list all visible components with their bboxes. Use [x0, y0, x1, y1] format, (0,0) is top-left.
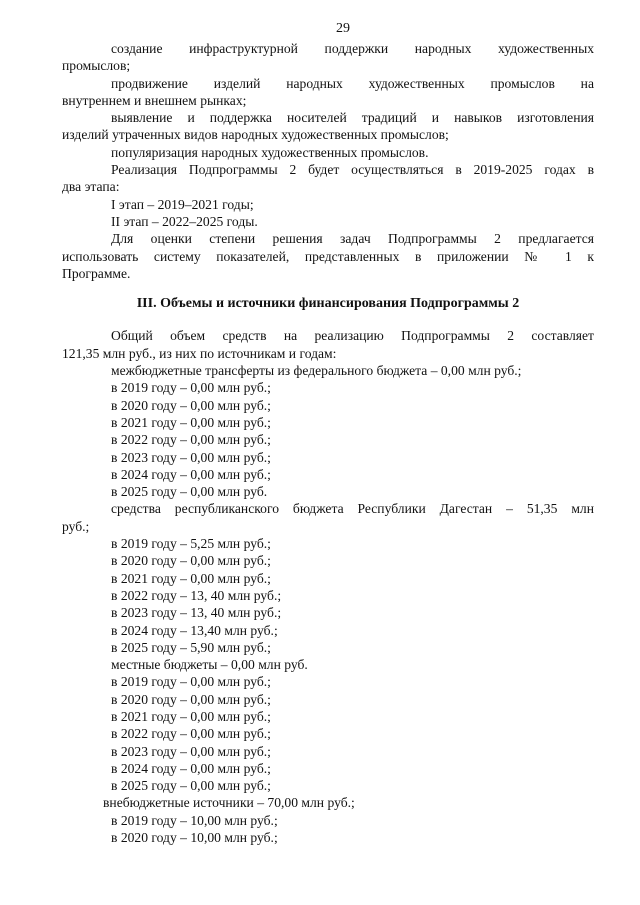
funding-line: в 2025 году – 5,90 млн руб.; — [111, 639, 271, 655]
funding-line: в 2024 году – 0,00 млн руб.; — [111, 760, 271, 776]
funding-line: в 2022 году – 0,00 млн руб.; — [111, 432, 271, 448]
text-line: создание инфраструктурной поддержки народных художественных — [111, 41, 594, 56]
funding-line: в 2022 году – 13, 40 млн руб.; — [111, 587, 282, 603]
funding-line: средства республиканского бюджета Республики Дагестан – 51,35 млн — [111, 501, 594, 517]
text-line: выявление и поддержка носителей традиций и навыков изготовления — [111, 110, 594, 126]
funding-line: местные бюджеты – 0,00 млн руб. — [111, 657, 308, 673]
funding-line: 121,35 млн руб., из них по источникам и годам: — [62, 345, 337, 361]
text-line: продвижение изделий народных художественных промыслов на — [111, 75, 594, 91]
document-page — [62, 18, 594, 846]
text-line: I этап – 2019–2021 годы; — [111, 196, 254, 212]
funding-line: в 2019 году – 0,00 млн руб.; — [111, 674, 271, 690]
funding-line: в 2020 году – 0,00 млн руб.; — [111, 553, 271, 569]
funding-line: в 2023 году – 0,00 млн руб.; — [111, 449, 271, 465]
text-line: Программе. — [62, 265, 131, 281]
text-line: Реализация Подпрограммы 2 будет осуществляться в 2019-2025 годах в — [111, 162, 594, 178]
funding-line: в 2019 году – 10,00 млн руб.; — [111, 812, 278, 828]
funding-line: в 2021 году – 0,00 млн руб.; — [111, 414, 271, 430]
section-heading: III. Объемы и источники финансирования Подпрограммы 2 — [136, 296, 520, 312]
funding-line: внебюджетные источники – 70,00 млн руб.; — [103, 795, 355, 811]
funding-line: в 2021 году – 0,00 млн руб.; — [111, 708, 271, 724]
funding-section — [62, 327, 594, 846]
text-line: два этапа: — [62, 179, 120, 195]
text-line: популяризация народных художественных промыслов. — [111, 144, 429, 160]
text-line: использовать систему показателей, представленных в приложении № 1 к — [62, 248, 594, 264]
funding-line: в 2021 году – 0,00 млн руб.; — [111, 570, 271, 586]
funding-line: в 2024 году – 0,00 млн руб.; — [111, 466, 271, 482]
funding-line: в 2025 году – 0,00 млн руб. — [111, 484, 268, 500]
funding-line: в 2022 году – 0,00 млн руб.; — [111, 726, 271, 742]
funding-line: в 2025 году – 0,00 млн руб.; — [111, 778, 271, 794]
text-line: внутреннем и внешнем рынках; — [62, 92, 247, 108]
funding-line: в 2023 году – 0,00 млн руб.; — [111, 743, 271, 759]
funding-line: руб.; — [62, 518, 90, 534]
funding-line: в 2020 году – 10,00 млн руб.; — [111, 830, 278, 846]
text-line: Для оценки степени решения задач Подпрограммы 2 предлагается — [111, 231, 594, 247]
funding-line: в 2020 году – 0,00 млн руб.; — [111, 691, 271, 707]
funding-line: в 2024 году – 13,40 млн руб.; — [111, 622, 278, 638]
text-line: II этап – 2022–2025 годы. — [111, 213, 258, 229]
intro-section — [62, 40, 594, 282]
funding-line: межбюджетные трансферты из федерального бюджета – 0,00 млн руб.; — [111, 363, 522, 379]
funding-line: в 2019 году – 5,25 млн руб.; — [111, 536, 271, 552]
funding-line: в 2019 году – 0,00 млн руб.; — [111, 380, 271, 396]
funding-line: в 2023 году – 13, 40 млн руб.; — [111, 605, 282, 621]
text-line: изделий утраченных видов народных художественных промыслов; — [62, 127, 449, 143]
funding-line: в 2020 году – 0,00 млн руб.; — [111, 397, 271, 413]
funding-line: Общий объем средств на реализацию Подпрограммы 2 составляет — [111, 328, 594, 344]
page-number: 29 — [336, 21, 350, 36]
text-line: промыслов; — [62, 58, 131, 74]
